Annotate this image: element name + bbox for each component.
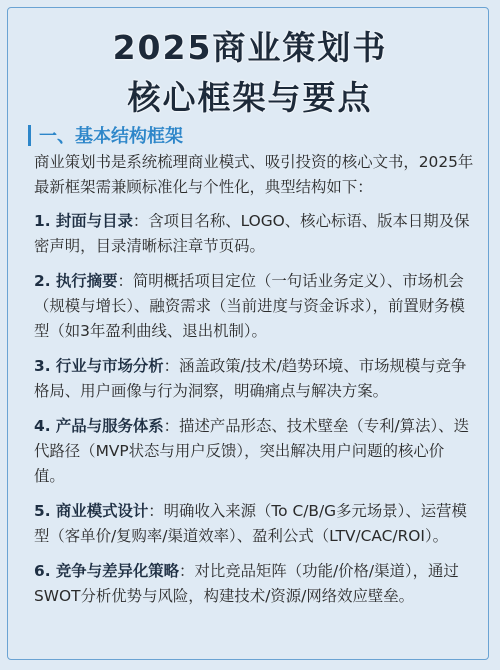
list-item: [34, 269, 474, 344]
intro-paragraph: 商业策划书是系统梳理商业模式、吸引投资的核心文书，2025年最新框架需兼顾标准化与个性化，典型结构如下：: [34, 153, 474, 196]
page-title-line-2: 核心框架与要点: [127, 78, 373, 117]
item-heading: 3. 行业与市场分析: [34, 357, 164, 375]
item-body: ：涵盖政策/技术/趋势环境、市场规模与竞争格局、用户画像与行为洞察，明确痛点与解决方案。: [34, 357, 467, 400]
item-heading: 5. 商业模式设计: [34, 502, 149, 520]
item-body: ：明确收入来源（To C/B/G多元场景）、运营模型（客单价/复购率/渠道效率）、盈利公式（LTV/CAC/ROI）。: [34, 502, 467, 545]
list-item: [34, 354, 474, 404]
item-heading: 6. 竞争与差异化策略: [34, 562, 180, 580]
list-item: [34, 209, 474, 259]
section-accent-bar: [28, 125, 31, 146]
item-body: ：含项目名称、LOGO、核心标语、版本日期及保密声明，目录清晰标注章节页码。: [34, 212, 470, 255]
item-heading: 2. 执行摘要: [34, 272, 118, 290]
structure-list: [34, 209, 474, 609]
list-item: [34, 414, 474, 489]
list-item: [34, 499, 474, 549]
item-body: ：简明概括项目定位（一句话业务定义）、市场机会（规模与增长）、融资需求（当前进度与资金诉求），前置财务模型（如3年盈利曲线、退出机制）。: [34, 272, 465, 340]
item-heading: 4. 产品与服务体系: [34, 417, 164, 435]
section-title: 一、基本结构框架: [39, 126, 183, 147]
item-heading: 1. 封面与目录: [34, 212, 133, 230]
page-title-line-1: 2025商业策划书: [112, 28, 388, 67]
item-body: ：描述产品形态、技术壁垒（专利/算法）、迭代路径（MVP状态与用户反馈），突出解决用户问题的核心价值。: [34, 417, 469, 485]
section-header: [28, 124, 183, 146]
item-body: ：对比竞品矩阵（功能/价格/渠道），通过SWOT分析优势与风险，构建技术/资源/网络效应壁垒。: [34, 562, 459, 605]
list-item: [34, 559, 474, 609]
